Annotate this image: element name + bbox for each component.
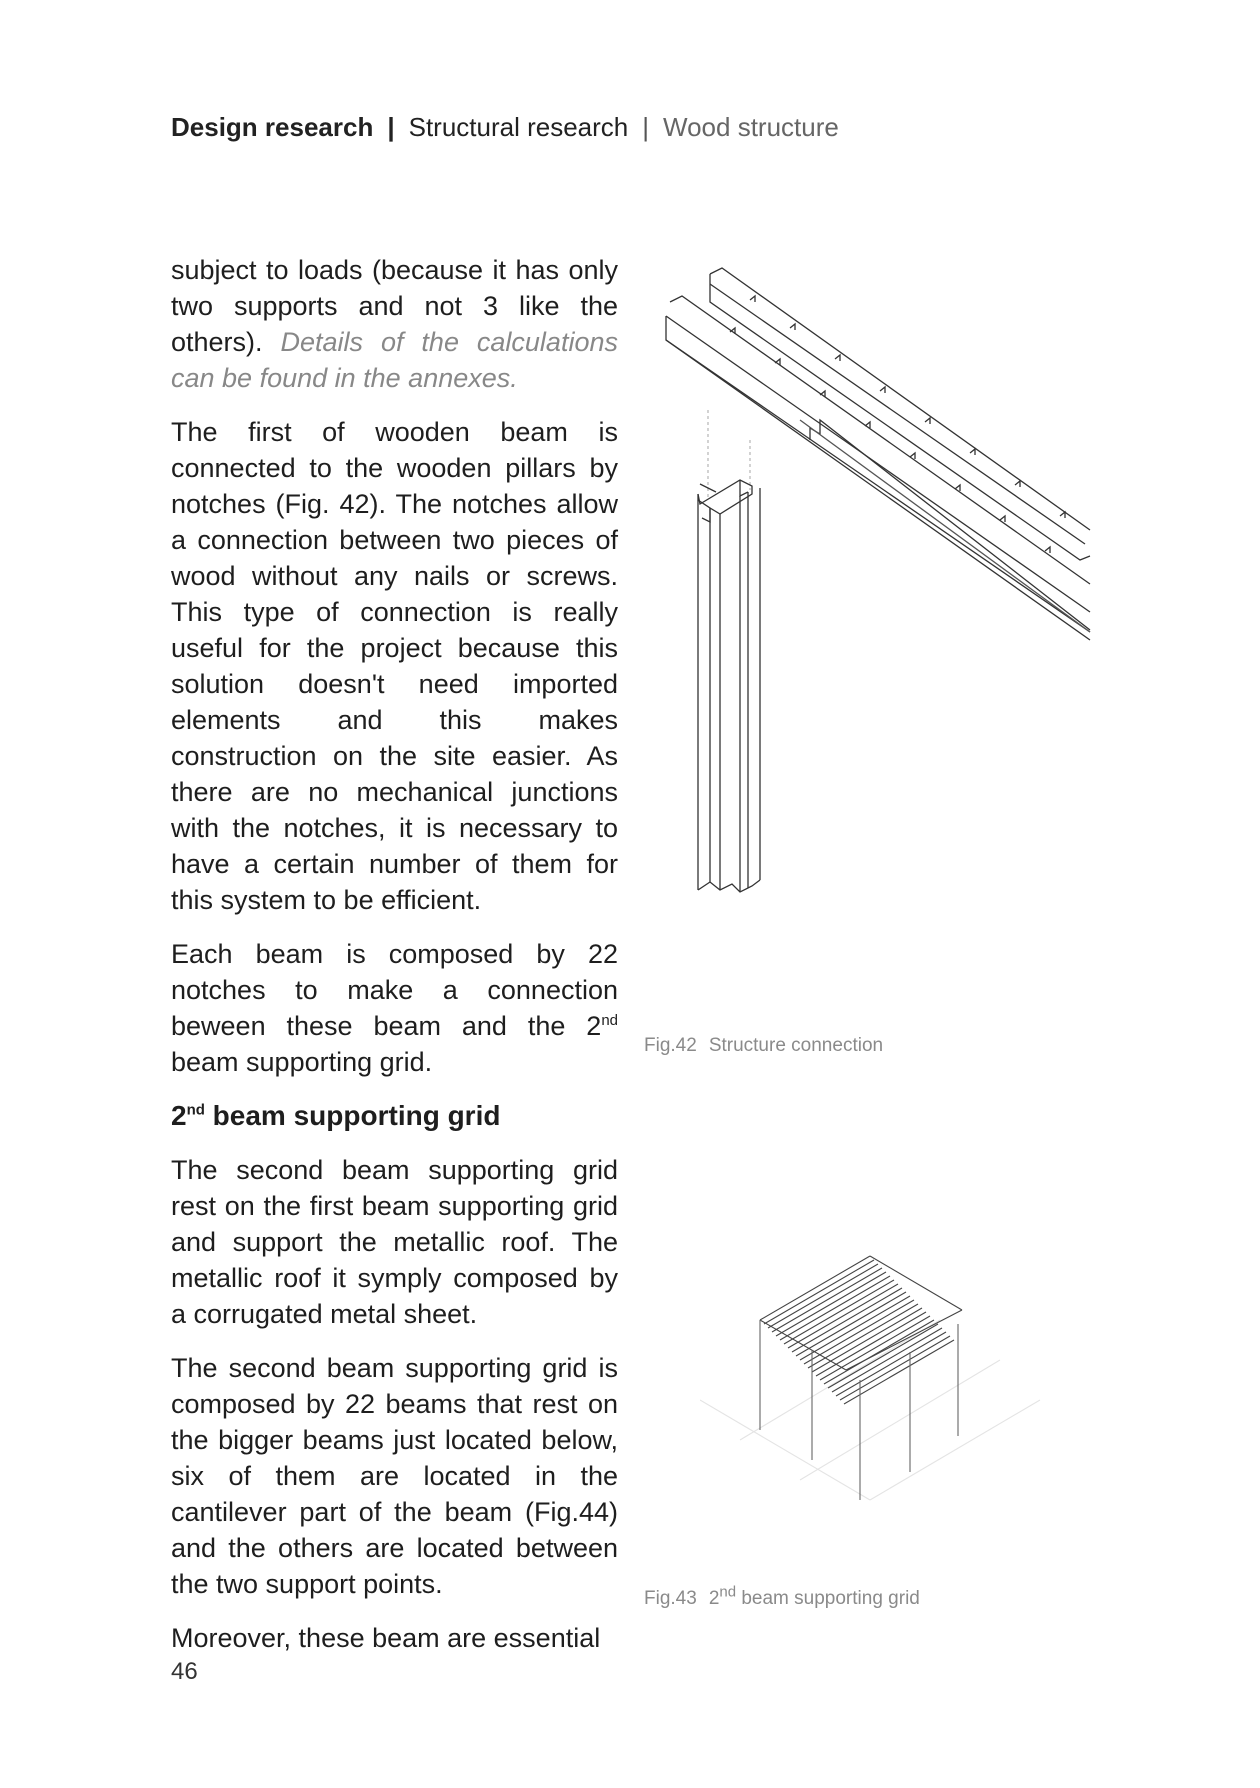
- figure-42-caption: [644, 1035, 883, 1057]
- annex-note: Details of the calculations can be found in the annexes.: [171, 327, 618, 393]
- header-subsection: Structural research: [408, 112, 629, 142]
- paragraph-5: The second beam supporting grid is composed by 22 beams that rest on the bigger beams just located below, six of them are located in the cantilever part of the beam (Fig.44) and the others are located between the two support points.: [171, 1353, 618, 1599]
- header-separator: |: [387, 112, 395, 142]
- header-separator-2: |: [642, 112, 650, 142]
- text-column: [171, 252, 618, 1674]
- section-heading: 2nd beam supporting grid: [171, 1100, 501, 1131]
- header-topic: Wood structure: [663, 112, 839, 142]
- figure-42-title: Structure connection: [708, 1035, 884, 1056]
- figure-43-number: Fig.43: [644, 1588, 697, 1609]
- paragraph-1: subject to loads (because it has only two supports and not 3 like the others). Details of the calculations can be found in the annexes.: [171, 255, 618, 393]
- paragraph-2: The first of wooden beam is connected to the wooden pillars by notches (Fig. 42). The notches allow a connection between two pieces of wood without any nails or screws. This type of connection is really useful for the project because this solution doesn't need imported elements and this makes construction on the site easier. As there are no mechanical junctions with the notches, it is necessary to have a certain number of them for this system to be efficient.: [171, 417, 618, 915]
- figure-42-number: Fig.42: [644, 1035, 697, 1056]
- figure-43-caption: Fig.43 2nd beam supporting grid: [644, 1583, 920, 1609]
- header-section: Design research: [171, 112, 374, 142]
- paragraph-4: The second beam supporting grid rest on the first beam supporting grid and support the metallic roof. The metallic roof it symply composed by a corrugated metal sheet.: [171, 1155, 618, 1329]
- paragraph-6: Moreover, these beam are essential: [171, 1623, 601, 1653]
- figure-42-structure-connection: [640, 260, 1100, 1020]
- running-header: [171, 112, 839, 143]
- figure-43-beam-grid: [700, 1240, 1050, 1520]
- page-number: 46: [171, 1658, 198, 1685]
- paragraph-3: Each beam is composed by 22 notches to make a connection beween these beam and the 2nd beam supporting grid.: [171, 939, 618, 1077]
